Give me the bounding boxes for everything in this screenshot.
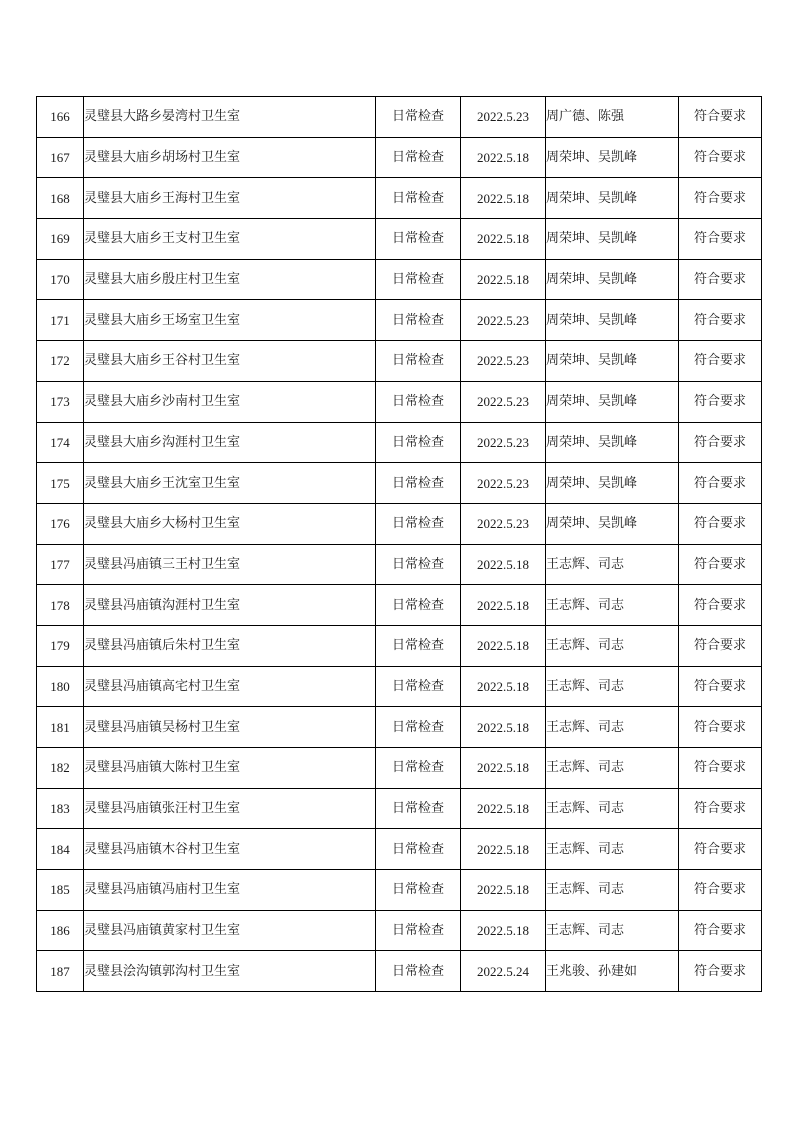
inspectors-cell: 周荣坤、吴凯峰 — [546, 137, 679, 178]
table-row — [37, 707, 762, 748]
inspection-result-cell: 符合要求 — [679, 178, 762, 219]
table-row — [37, 544, 762, 585]
table-row — [37, 97, 762, 138]
table-row — [37, 300, 762, 341]
inspectors-cell: 王志辉、司志 — [546, 625, 679, 666]
row-number-cell: 177 — [37, 544, 84, 585]
inspection-type-cell: 日常检查 — [376, 625, 461, 666]
inspectors-cell: 周荣坤、吴凯峰 — [546, 259, 679, 300]
clinic-name-cell: 灵璧县冯庙镇黄家村卫生室 — [84, 910, 376, 951]
inspection-result-cell: 符合要求 — [679, 625, 762, 666]
inspection-type-cell: 日常检查 — [376, 381, 461, 422]
inspection-result-cell: 符合要求 — [679, 707, 762, 748]
row-number-cell: 168 — [37, 178, 84, 219]
inspection-type-cell: 日常检查 — [376, 463, 461, 504]
clinic-name-cell: 灵璧县冯庙镇后朱村卫生室 — [84, 625, 376, 666]
inspection-result-cell: 符合要求 — [679, 300, 762, 341]
row-number-cell: 178 — [37, 585, 84, 626]
inspectors-cell: 周荣坤、吴凯峰 — [546, 300, 679, 341]
clinic-name-cell: 灵璧县大路乡晏湾村卫生室 — [84, 97, 376, 138]
inspection-type-cell: 日常检查 — [376, 178, 461, 219]
inspection-date-cell: 2022.5.23 — [461, 422, 546, 463]
inspection-date-cell: 2022.5.18 — [461, 259, 546, 300]
row-number-cell: 186 — [37, 910, 84, 951]
inspection-type-cell: 日常检查 — [376, 259, 461, 300]
table-row — [37, 870, 762, 911]
table-row — [37, 625, 762, 666]
inspection-result-cell: 符合要求 — [679, 544, 762, 585]
inspection-type-cell: 日常检查 — [376, 341, 461, 382]
inspection-date-cell: 2022.5.18 — [461, 748, 546, 789]
inspection-type-cell: 日常检查 — [376, 422, 461, 463]
clinic-name-cell: 灵璧县大庙乡大杨村卫生室 — [84, 503, 376, 544]
row-number-cell: 182 — [37, 748, 84, 789]
table-row — [37, 910, 762, 951]
inspection-result-cell: 符合要求 — [679, 666, 762, 707]
table-body — [37, 97, 762, 992]
inspection-result-cell: 符合要求 — [679, 341, 762, 382]
row-number-cell: 183 — [37, 788, 84, 829]
table-row — [37, 341, 762, 382]
clinic-name-cell: 灵璧县冯庙镇沟涯村卫生室 — [84, 585, 376, 626]
table-row — [37, 666, 762, 707]
inspection-type-cell: 日常检查 — [376, 300, 461, 341]
row-number-cell: 173 — [37, 381, 84, 422]
table-row — [37, 951, 762, 992]
clinic-name-cell: 灵璧县冯庙镇冯庙村卫生室 — [84, 870, 376, 911]
row-number-cell: 175 — [37, 463, 84, 504]
table-row — [37, 503, 762, 544]
clinic-name-cell: 灵璧县大庙乡王场室卫生室 — [84, 300, 376, 341]
inspectors-cell: 王志辉、司志 — [546, 829, 679, 870]
inspectors-cell: 周荣坤、吴凯峰 — [546, 341, 679, 382]
inspection-result-cell: 符合要求 — [679, 219, 762, 260]
table-row — [37, 137, 762, 178]
row-number-cell: 172 — [37, 341, 84, 382]
inspectors-cell: 周广德、陈强 — [546, 97, 679, 138]
inspectors-cell: 王志辉、司志 — [546, 748, 679, 789]
inspection-result-cell: 符合要求 — [679, 748, 762, 789]
row-number-cell: 174 — [37, 422, 84, 463]
table-row — [37, 219, 762, 260]
table-row — [37, 178, 762, 219]
clinic-name-cell: 灵璧县大庙乡王沈室卫生室 — [84, 463, 376, 504]
row-number-cell: 179 — [37, 625, 84, 666]
inspectors-cell: 王志辉、司志 — [546, 788, 679, 829]
row-number-cell: 187 — [37, 951, 84, 992]
inspection-result-cell: 符合要求 — [679, 463, 762, 504]
inspection-date-cell: 2022.5.18 — [461, 585, 546, 626]
inspectors-cell: 周荣坤、吴凯峰 — [546, 503, 679, 544]
clinic-name-cell: 灵璧县冯庙镇大陈村卫生室 — [84, 748, 376, 789]
clinic-name-cell: 灵璧县冯庙镇木谷村卫生室 — [84, 829, 376, 870]
clinic-name-cell: 灵璧县大庙乡殷庄村卫生室 — [84, 259, 376, 300]
inspection-date-cell: 2022.5.23 — [461, 300, 546, 341]
inspection-date-cell: 2022.5.18 — [461, 707, 546, 748]
clinic-name-cell: 灵璧县冯庙镇吴杨村卫生室 — [84, 707, 376, 748]
inspectors-cell: 王志辉、司志 — [546, 707, 679, 748]
inspection-date-cell: 2022.5.23 — [461, 97, 546, 138]
inspection-date-cell: 2022.5.18 — [461, 137, 546, 178]
inspection-type-cell: 日常检查 — [376, 137, 461, 178]
inspectors-cell: 周荣坤、吴凯峰 — [546, 422, 679, 463]
inspection-result-cell: 符合要求 — [679, 97, 762, 138]
row-number-cell: 169 — [37, 219, 84, 260]
inspectors-cell: 周荣坤、吴凯峰 — [546, 463, 679, 504]
inspectors-cell: 周荣坤、吴凯峰 — [546, 381, 679, 422]
table-row — [37, 829, 762, 870]
inspection-result-cell: 符合要求 — [679, 381, 762, 422]
inspection-result-cell: 符合要求 — [679, 137, 762, 178]
clinic-name-cell: 灵璧县冯庙镇张汪村卫生室 — [84, 788, 376, 829]
inspection-date-cell: 2022.5.18 — [461, 544, 546, 585]
table-row — [37, 381, 762, 422]
row-number-cell: 180 — [37, 666, 84, 707]
row-number-cell: 167 — [37, 137, 84, 178]
row-number-cell: 166 — [37, 97, 84, 138]
clinic-name-cell: 灵璧县大庙乡王海村卫生室 — [84, 178, 376, 219]
row-number-cell: 176 — [37, 503, 84, 544]
clinic-name-cell: 灵璧县浍沟镇郭沟村卫生室 — [84, 951, 376, 992]
inspection-type-cell: 日常检查 — [376, 666, 461, 707]
inspection-type-cell: 日常检查 — [376, 951, 461, 992]
inspection-date-cell: 2022.5.24 — [461, 951, 546, 992]
inspection-date-cell: 2022.5.18 — [461, 910, 546, 951]
inspection-type-cell: 日常检查 — [376, 788, 461, 829]
inspection-result-cell: 符合要求 — [679, 870, 762, 911]
inspection-date-cell: 2022.5.18 — [461, 219, 546, 260]
inspection-result-cell: 符合要求 — [679, 910, 762, 951]
row-number-cell: 170 — [37, 259, 84, 300]
table-row — [37, 748, 762, 789]
inspection-type-cell: 日常检查 — [376, 748, 461, 789]
clinic-name-cell: 灵璧县冯庙镇高宅村卫生室 — [84, 666, 376, 707]
inspection-records-table — [36, 96, 762, 992]
clinic-name-cell: 灵璧县大庙乡王谷村卫生室 — [84, 341, 376, 382]
inspection-result-cell: 符合要求 — [679, 422, 762, 463]
inspection-date-cell: 2022.5.23 — [461, 341, 546, 382]
inspection-result-cell: 符合要求 — [679, 259, 762, 300]
inspection-date-cell: 2022.5.18 — [461, 870, 546, 911]
table-row — [37, 422, 762, 463]
row-number-cell: 181 — [37, 707, 84, 748]
clinic-name-cell: 灵璧县大庙乡胡场村卫生室 — [84, 137, 376, 178]
inspectors-cell: 周荣坤、吴凯峰 — [546, 178, 679, 219]
clinic-name-cell: 灵璧县大庙乡沙南村卫生室 — [84, 381, 376, 422]
inspectors-cell: 王兆骏、孙建如 — [546, 951, 679, 992]
row-number-cell: 184 — [37, 829, 84, 870]
clinic-name-cell: 灵璧县冯庙镇三王村卫生室 — [84, 544, 376, 585]
inspection-date-cell: 2022.5.18 — [461, 666, 546, 707]
inspection-date-cell: 2022.5.23 — [461, 381, 546, 422]
inspectors-cell: 王志辉、司志 — [546, 544, 679, 585]
inspectors-cell: 王志辉、司志 — [546, 910, 679, 951]
inspectors-cell: 周荣坤、吴凯峰 — [546, 219, 679, 260]
inspection-date-cell: 2022.5.18 — [461, 829, 546, 870]
row-number-cell: 185 — [37, 870, 84, 911]
inspection-result-cell: 符合要求 — [679, 788, 762, 829]
inspectors-cell: 王志辉、司志 — [546, 870, 679, 911]
inspection-type-cell: 日常检查 — [376, 829, 461, 870]
inspection-date-cell: 2022.5.18 — [461, 788, 546, 829]
inspection-type-cell: 日常检查 — [376, 544, 461, 585]
table-row — [37, 463, 762, 504]
clinic-name-cell: 灵璧县大庙乡沟涯村卫生室 — [84, 422, 376, 463]
inspection-result-cell: 符合要求 — [679, 951, 762, 992]
table-row — [37, 788, 762, 829]
table-row — [37, 585, 762, 626]
inspection-type-cell: 日常检查 — [376, 707, 461, 748]
inspection-result-cell: 符合要求 — [679, 585, 762, 626]
inspection-type-cell: 日常检查 — [376, 219, 461, 260]
inspectors-cell: 王志辉、司志 — [546, 585, 679, 626]
table-row — [37, 259, 762, 300]
inspection-type-cell: 日常检查 — [376, 585, 461, 626]
inspection-type-cell: 日常检查 — [376, 910, 461, 951]
inspection-date-cell: 2022.5.23 — [461, 463, 546, 504]
inspection-date-cell: 2022.5.23 — [461, 503, 546, 544]
inspection-type-cell: 日常检查 — [376, 503, 461, 544]
inspection-type-cell: 日常检查 — [376, 870, 461, 911]
inspection-date-cell: 2022.5.18 — [461, 178, 546, 219]
inspection-result-cell: 符合要求 — [679, 503, 762, 544]
inspection-type-cell: 日常检查 — [376, 97, 461, 138]
inspection-result-cell: 符合要求 — [679, 829, 762, 870]
row-number-cell: 171 — [37, 300, 84, 341]
inspectors-cell: 王志辉、司志 — [546, 666, 679, 707]
clinic-name-cell: 灵璧县大庙乡王支村卫生室 — [84, 219, 376, 260]
inspection-date-cell: 2022.5.18 — [461, 625, 546, 666]
